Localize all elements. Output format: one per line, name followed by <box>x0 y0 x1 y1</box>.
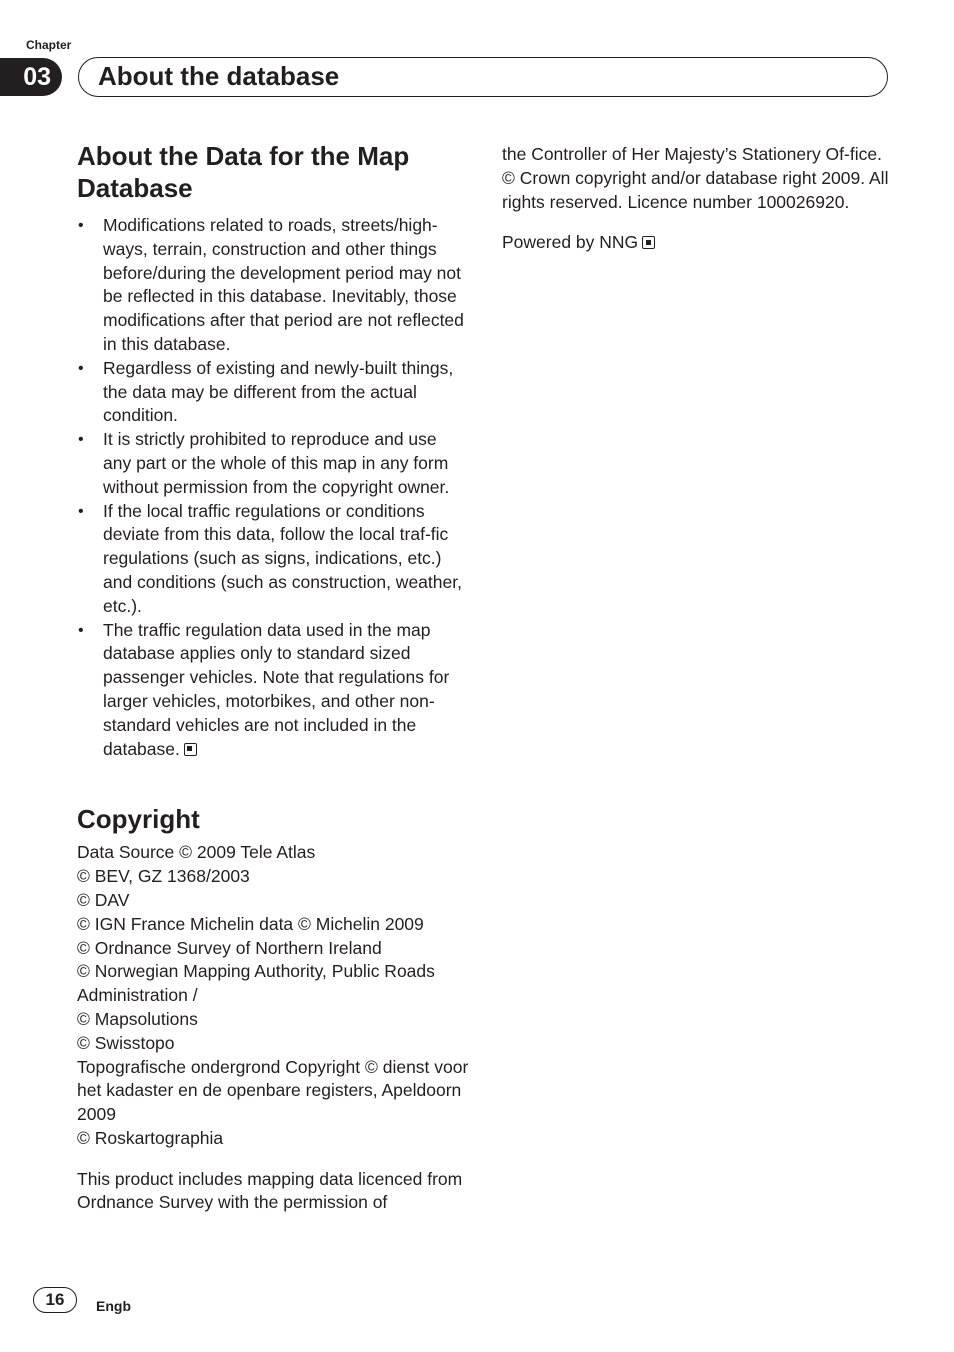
bullet-text: It is strictly prohibited to reproduce and use any part or the whole of this map in any form without permission from the copyright owner. <box>103 429 450 497</box>
bullet-item <box>77 428 469 499</box>
bullet-text: If the local traffic regulations or conditions deviate from this data, follow the local traf-fic regulations (such as signs, indications, etc.) and conditions (such as construction, weather, etc.). <box>103 500 462 616</box>
bullet-item <box>77 619 469 762</box>
copyright-line: © Ordnance Survey of Northern Ireland <box>77 937 382 958</box>
copyright-list <box>77 841 469 1215</box>
map-data-heading: About the Data for the Map Database <box>77 141 410 203</box>
powered-by-line <box>502 231 894 255</box>
page-number: 16 <box>33 1287 77 1313</box>
bullet-item <box>77 357 469 428</box>
left-column <box>77 140 469 1215</box>
chapter-number-tab <box>0 58 62 96</box>
bullet-text: Regardless of existing and newly-built things, the data may be different from the actual condition. <box>103 357 454 426</box>
end-of-section-icon <box>184 743 197 756</box>
bullet-item <box>77 500 469 619</box>
ordnance-survey-paragraph-continued: the Controller of Her Majesty’s Stationery Of-fice. © Crown copyright and/or database right 2009. All rights reserved. Licence number 100026920. <box>502 144 889 212</box>
copyright-heading: Copyright <box>77 804 200 835</box>
copyright-line: Data Source © 2009 Tele Atlas <box>77 842 316 863</box>
chapter-number: 03 <box>23 63 51 91</box>
language-code: Engb <box>96 1298 131 1314</box>
bullet-item <box>77 214 469 357</box>
ordnance-survey-paragraph: This product includes mapping data licenced from Ordnance Survey with the permission of <box>77 1168 463 1213</box>
copyright-line: Topografische ondergrond Copyright © dienst voor het kadaster en de openbare registers, Apeldoorn 2009 <box>77 1056 469 1125</box>
chapter-title: About the database <box>98 61 340 91</box>
chapter-label: Chapter <box>26 38 72 52</box>
copyright-line: © Swisstopo <box>77 1032 175 1053</box>
map-data-bullet-list <box>77 214 469 761</box>
copyright-line: © Mapsolutions <box>77 1008 198 1029</box>
end-of-section-icon <box>642 236 655 249</box>
copyright-line: © IGN France Michelin data © Michelin 2009 <box>77 913 424 934</box>
copyright-line: © Roskartographia <box>77 1127 224 1148</box>
bullet-text: Modifications related to roads, streets/high-ways, terrain, construction and other things before/during the development period may not be reflected in this database. Inevitably, those modifications after that period are not reflected in this database. <box>103 215 464 354</box>
copyright-line: © DAV <box>77 889 130 910</box>
copyright-line: © Norwegian Mapping Authority, Public Roads Administration / <box>77 961 435 1006</box>
copyright-line: © BEV, GZ 1368/2003 <box>77 866 250 887</box>
bullet-text: The traffic regulation data used in the map database applies only to standard sized passenger vehicles. Note that regulations for larger vehicles, motorbikes, and other non-standard vehicles are not included in the database. <box>103 619 450 759</box>
right-column <box>502 143 894 255</box>
powered-by-text: Powered by NNG <box>502 232 639 253</box>
